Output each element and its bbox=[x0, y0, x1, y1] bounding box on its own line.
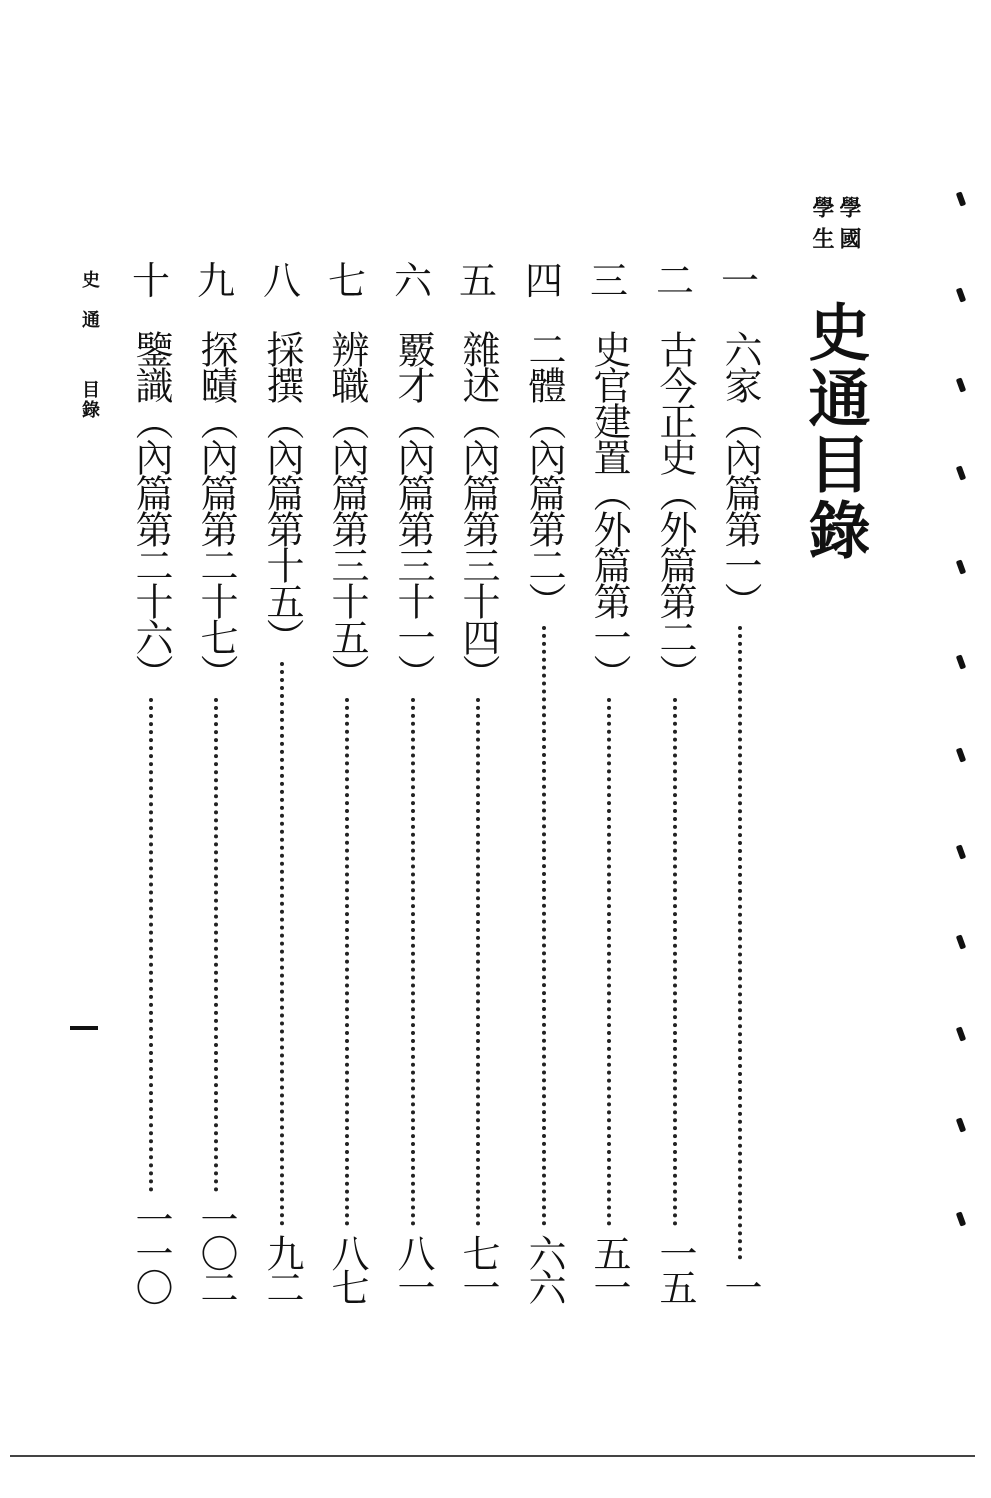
toc-entry-title: 採撰（內篇第十五） bbox=[260, 330, 304, 654]
toc-dot-leader bbox=[411, 698, 419, 1226]
page-bottom-rule bbox=[10, 1455, 975, 1457]
toc-entry bbox=[257, 259, 307, 1302]
binding-edge-mark bbox=[956, 654, 966, 669]
toc-entry-page: 八一 bbox=[391, 1234, 435, 1302]
toc-entry-number: 五 bbox=[458, 259, 497, 303]
series-label-col-2: 學生 bbox=[809, 196, 835, 258]
toc-entry-title: 鑒識（內篇第二十六） bbox=[129, 330, 173, 690]
toc-entry-title: 辨職（內篇第三十五） bbox=[325, 330, 369, 690]
toc-entry-page: 一〇二 bbox=[194, 1200, 238, 1302]
toc-entry-title: 二體（內篇第二） bbox=[522, 330, 566, 618]
toc-dot-leader bbox=[214, 698, 222, 1192]
toc-entry bbox=[126, 259, 176, 1302]
binding-edge-mark bbox=[956, 1026, 966, 1041]
toc-entry bbox=[322, 259, 372, 1302]
binding-edge-mark bbox=[956, 465, 966, 480]
toc-entry-number: 二 bbox=[655, 259, 694, 303]
folio-mark bbox=[70, 1026, 98, 1030]
binding-edge-mark bbox=[956, 377, 966, 392]
binding-edge-mark bbox=[956, 287, 966, 302]
series-label-col-1: 學國 bbox=[836, 196, 862, 258]
toc-dot-leader bbox=[738, 626, 746, 1260]
toc-entry-number: 一 bbox=[720, 259, 759, 303]
toc-entry-number: 九 bbox=[196, 259, 235, 303]
page-title: 史通目錄 bbox=[798, 300, 871, 564]
toc-entry-number: 六 bbox=[393, 259, 432, 303]
toc-dot-leader bbox=[149, 698, 157, 1192]
toc-entry-page: 八七 bbox=[325, 1234, 369, 1302]
toc-entry-title: 六家（內篇第一） bbox=[718, 330, 762, 618]
binding-edge-mark bbox=[956, 1117, 966, 1132]
toc-entry bbox=[519, 259, 569, 1302]
toc-dot-leader bbox=[542, 626, 550, 1226]
toc-entry-number: 十 bbox=[131, 259, 170, 303]
binding-edge-mark bbox=[956, 191, 966, 206]
toc-entry-number: 四 bbox=[524, 259, 563, 303]
toc-entry-page: 七一 bbox=[456, 1234, 500, 1302]
toc-entry bbox=[388, 259, 438, 1302]
toc-entry-page: 一 bbox=[718, 1268, 762, 1302]
toc-dot-leader bbox=[673, 698, 681, 1226]
binding-edge-mark bbox=[956, 559, 966, 574]
toc-entry-page: 一五 bbox=[653, 1234, 697, 1302]
toc-entry-number: 八 bbox=[262, 259, 301, 303]
toc-entry bbox=[453, 259, 503, 1302]
toc-entry-page: 五一 bbox=[587, 1234, 631, 1302]
running-head-section: 目錄 bbox=[79, 380, 100, 420]
toc-entry-number: 三 bbox=[589, 259, 628, 303]
toc-dot-leader bbox=[345, 698, 353, 1226]
toc-entry-title: 覈才（內篇第三十一） bbox=[391, 330, 435, 690]
binding-edge-mark bbox=[956, 934, 966, 949]
toc-entry bbox=[584, 259, 634, 1302]
binding-edge-mark bbox=[956, 1211, 966, 1226]
toc-entry-number: 七 bbox=[327, 259, 366, 303]
binding-edge-mark bbox=[956, 844, 966, 859]
toc-entry-page: 一一〇 bbox=[129, 1200, 173, 1302]
binding-edge-mark bbox=[956, 747, 966, 762]
toc-entry-title: 史官建置（外篇第一） bbox=[587, 330, 631, 690]
toc-entry bbox=[715, 259, 765, 1302]
toc-dot-leader bbox=[476, 698, 484, 1226]
toc-dot-leader bbox=[607, 698, 615, 1226]
toc-entry-page: 九二 bbox=[260, 1234, 304, 1302]
toc-entry-title: 探賾（內篇第二十七） bbox=[194, 330, 238, 690]
toc-entry-page: 六六 bbox=[522, 1234, 566, 1302]
toc-dot-leader bbox=[280, 662, 288, 1226]
toc-entry-title: 雜述（內篇第三十四） bbox=[456, 330, 500, 690]
toc-entry bbox=[650, 259, 700, 1302]
running-head-book: 史通 bbox=[79, 270, 100, 350]
toc-entry bbox=[191, 259, 241, 1302]
toc-entry-title: 古今正史（外篇第二） bbox=[653, 330, 697, 690]
